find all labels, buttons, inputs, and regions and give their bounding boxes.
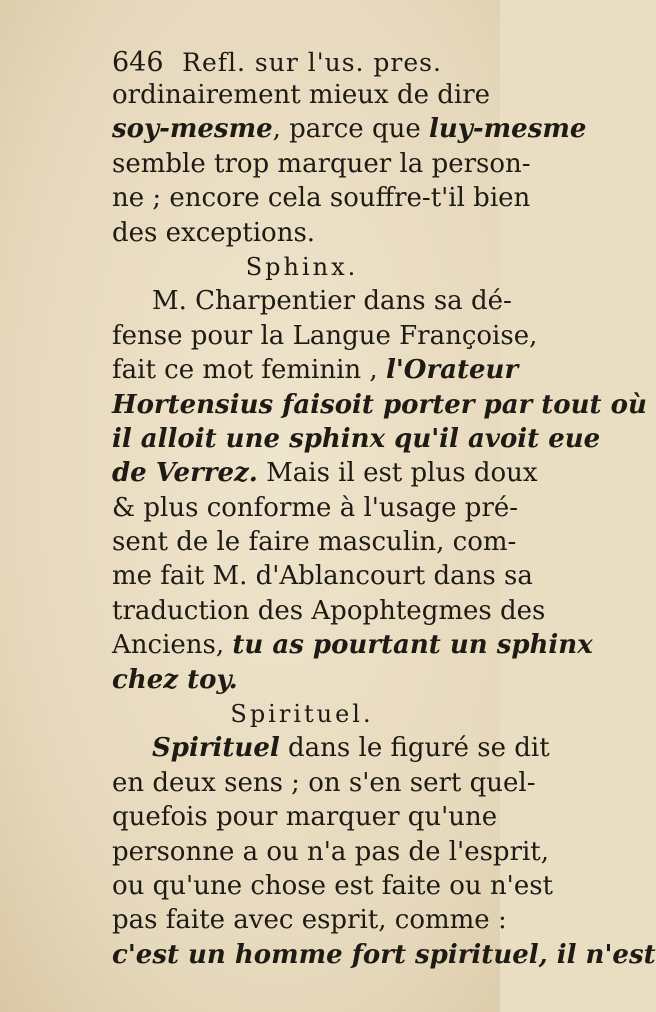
text-line: [112, 663, 492, 697]
italic-text: luy-mesme: [428, 114, 587, 145]
text-line: [112, 869, 554, 903]
text-line: [112, 903, 507, 937]
text-run: pas faite avec esprit, comme :: [112, 905, 507, 936]
text-run: traduction des Apophtegmes des: [112, 595, 546, 626]
text-run: personne a ou n'a pas de l'esprit,: [112, 836, 550, 867]
text-run: fense pour la Langue Françoise,: [112, 320, 538, 351]
text-line: [112, 800, 498, 834]
text-run: Sphinx.: [245, 252, 359, 281]
text-line: [112, 353, 519, 387]
text-run: ou qu'une chose est faite ou n'est: [112, 870, 554, 901]
text-run: M. Charpentier dans sa dé-: [152, 286, 512, 317]
text-run: ne ; encore cela souffre-t'il bien: [112, 183, 531, 214]
italic-text: chez toy.: [112, 664, 238, 695]
page-number: 646: [112, 47, 164, 78]
text-run: en deux sens ; on s'en sert quel-: [112, 767, 536, 798]
text-line: [112, 491, 519, 525]
text-line: [112, 422, 601, 456]
text-line: [112, 216, 492, 250]
text-line: [112, 388, 647, 422]
section-heading: [112, 250, 492, 284]
text-run: des exceptions.: [112, 217, 316, 248]
text-line: [112, 766, 536, 800]
text-run: quefois pour marquer qu'une: [112, 802, 498, 833]
page-body-text: [112, 78, 656, 972]
italic-text: soy-mesme: [112, 114, 273, 145]
text-run: Spirituel.: [230, 700, 374, 729]
text-run: sent de le faire masculin, com-: [112, 527, 517, 558]
text-line: [112, 731, 550, 765]
text-run: ordinairement mieux de dire: [112, 80, 491, 110]
text-line: [112, 835, 550, 869]
text-run: dans le figuré se dit: [279, 733, 550, 764]
italic-text: c'est un homme fort spirituel, il n'est: [112, 939, 656, 970]
text-line: [112, 181, 531, 215]
running-title: Refl. sur l'us. pres.: [182, 48, 442, 77]
text-line: [112, 456, 538, 490]
text-line: [112, 525, 517, 559]
text-line: [112, 112, 587, 146]
text-line: [112, 284, 512, 318]
text-run: fait ce mot feminin ,: [112, 355, 386, 386]
italic-text: Spirituel: [152, 733, 280, 764]
text-line: [112, 594, 546, 628]
italic-text: tu as pourtant un sphinx: [232, 630, 593, 661]
text-line: [112, 559, 533, 593]
text-run: Mais il est plus doux: [257, 458, 538, 489]
text-run: Anciens,: [112, 630, 233, 661]
text-line: [112, 628, 593, 662]
section-heading: [112, 697, 492, 731]
text-run: & plus conforme à l'usage pré-: [112, 492, 519, 523]
running-header: [112, 46, 442, 80]
text-line: [112, 78, 492, 112]
text-run: , parce que: [272, 114, 429, 145]
italic-text: l'Orateur: [385, 355, 519, 386]
italic-text: il alloit une sphinx qu'il avoit eue: [112, 423, 601, 454]
text-line: [112, 319, 538, 353]
text-line: [112, 938, 656, 972]
italic-text: Hortensius faisoit porter par tout où: [112, 389, 647, 420]
text-run: semble trop marquer la person-: [112, 148, 531, 179]
italic-text: de Verrez.: [112, 458, 258, 489]
text-line: [112, 147, 531, 181]
text-run: me fait M. d'Ablancourt dans sa: [112, 561, 533, 592]
